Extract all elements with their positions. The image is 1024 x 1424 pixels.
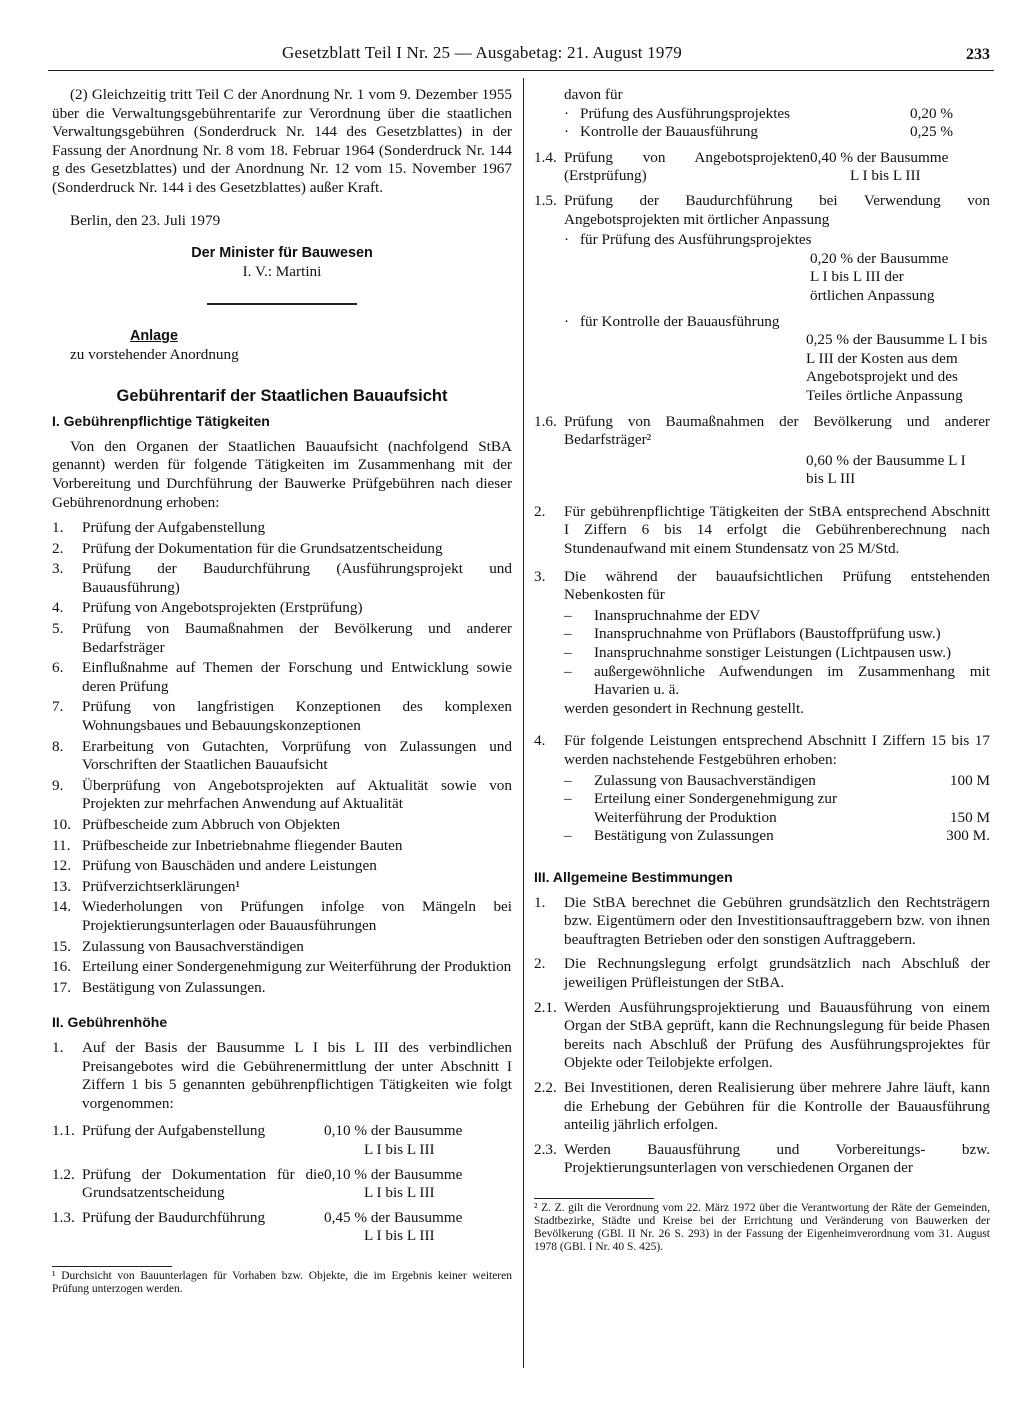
item-number: 15.	[52, 937, 71, 955]
item-number: 6.	[52, 659, 64, 677]
fee-value-sub: L I bis L III	[364, 1227, 435, 1245]
item-text: Die StBA berechnet die Gebühren grundsätzlich den Rechtsträgern bzw. Eigentümern oder den Investitionsauftraggebern bzw. von ihnen beauftragten Betrieben oder den sonstigen Auftraggebern.	[564, 893, 990, 948]
item-value: 150 M	[949, 808, 990, 826]
anlage-subtitle: zu vorstehender Anordnung	[70, 345, 239, 363]
fee-basis-paragraph	[52, 1039, 512, 1113]
davon-list	[534, 105, 990, 142]
davon-item	[564, 123, 990, 142]
item-number: 16.	[52, 958, 71, 976]
item-number: 1.	[534, 893, 546, 911]
fee-value-sub: L I bis L III	[364, 1184, 435, 1202]
paragraph-4-right	[534, 732, 990, 769]
place-date: Berlin, den 23. Juli 1979	[70, 211, 221, 229]
footnote-2: ² Z. Z. gilt die Verordnung vom 22. März 1972 über die Verantwortung der Räte der Gemeinden, Stadtbezirke, Städte und Kreise bei der Errichtung und Veränderung von Bauwerken der Bevölkerung (GBl. II Nr. 26 S. 293) in der Fassung der Eigenheimverordnung vom 31. August 1978 (GBl. I Nr. 40 S. 425).	[534, 1201, 990, 1253]
activity-list	[52, 519, 512, 997]
activity-item	[52, 659, 512, 696]
item-number: 2.2.	[534, 1078, 557, 1096]
item-text: Erteilung einer Sondergenehmigung zur Weiterführung der Produktion	[594, 790, 838, 826]
fee-value-1-6: 0,60 % der Bausumme L I bis L III	[806, 451, 966, 488]
bullet-label: Kontrolle der Bauausführung	[580, 123, 758, 141]
item-number: 4.	[534, 732, 546, 750]
fee-number: 1.3.	[52, 1208, 75, 1226]
fee-row-1-5	[534, 192, 990, 229]
item-text: Zulassung von Bausachverständigen	[82, 937, 304, 955]
item-text: Auf der Basis der Bausumme L I bis L III des verbindlichen Preisangebotes wird die Gebührenermittlung der unter Abschnitt I Ziffern 1 bis 5 genannten gebührenpflichtigen Tätigkeiten wie folgt vorgenommen:	[82, 1038, 512, 1112]
page-header	[48, 44, 994, 71]
dash-marker: –	[564, 790, 572, 808]
dash-marker: –	[564, 606, 572, 624]
item-number: 1.5.	[534, 191, 557, 209]
anlage-title-text: Anlage	[130, 328, 178, 345]
item-text: Zulassung von Bausachverständigen	[594, 771, 816, 789]
item-text: außergewöhnliche Aufwendungen im Zusammenhang mit Havarien u. ä.	[594, 662, 990, 699]
bullet-label: für Prüfung des Ausführungsprojektes	[580, 231, 812, 249]
festgebuehr-item	[564, 772, 990, 791]
fee-row-1-6	[534, 413, 990, 450]
fee-value-text: 0,10 % der Bausumme	[324, 1122, 463, 1140]
item-number: 2.3.	[534, 1140, 557, 1158]
item-number: 12.	[52, 857, 71, 875]
bullet-label: Prüfung des Ausführungsprojektes	[580, 104, 791, 122]
activity-item	[52, 777, 512, 814]
item-number: 11.	[52, 836, 71, 854]
fee-value	[810, 149, 990, 186]
nebenkosten-item	[564, 663, 990, 700]
item-text: Inanspruchnahme von Prüflabors (Baustoffprüfung usw.)	[594, 625, 941, 643]
item-text: Bestätigung von Zulassungen.	[82, 978, 266, 996]
item-text: Prüfung der Baudurchführung bei Verwendung von Angebotsprojekten mit örtlicher Anpassung	[564, 191, 990, 228]
activity-item	[52, 560, 512, 597]
fee-value-sub: L I bis L III	[364, 1140, 435, 1158]
signature	[52, 263, 512, 282]
section-2-heading: II. Gebührenhöhe	[52, 1014, 168, 1031]
dash-marker: –	[564, 644, 572, 662]
nebenkosten-item	[564, 607, 990, 626]
fee-value-sub: L I bis L III	[850, 167, 921, 185]
nebenkosten-list	[534, 607, 990, 700]
fee-label: Prüfung von Angebotsprojekten (Erstprüfung)	[564, 148, 810, 185]
davon-label: davon für	[564, 86, 623, 103]
activity-item	[52, 979, 512, 998]
fee-value-text: 0,40 % der Bausumme	[810, 148, 949, 166]
paragraph-3-end: werden gesondert in Rechnung gestellt.	[564, 699, 804, 717]
item-text: Prüfung von Angebotsprojekten (Erstprüfung)	[82, 599, 363, 617]
item-text: Wiederholungen von Prüfungen infolge von Mängeln bei Projektierungsunterlagen oder Bauausführungen	[82, 898, 512, 934]
item-text: Bestätigung von Zulassungen	[594, 827, 774, 845]
fee-label: Prüfung der Baudurchführung	[82, 1208, 266, 1226]
fee-value	[324, 1122, 512, 1159]
activity-item	[52, 519, 512, 538]
activity-item	[52, 837, 512, 856]
paragraph-3-right	[534, 568, 990, 605]
footnote-rule	[534, 1198, 654, 1199]
fee-row-1-4	[534, 149, 990, 186]
fee-row	[52, 1166, 512, 1203]
activity-item	[52, 620, 512, 657]
section-1-intro: Von den Organen der Staatlichen Bauaufsicht (nachfolgend StBA genannt) werden für folgende Tätigkeiten im Zusammenhang mit der Vorbereitung und Durchführung der Bauwerke Prüfgebühren nach dieser Gebührenordnung erhoben:	[52, 437, 512, 511]
fee-list	[52, 1122, 512, 1246]
item-text: Prüfung von Bauschäden und andere Leistungen	[82, 857, 377, 875]
item-number: 7.	[52, 698, 64, 716]
item-number: 8.	[52, 737, 64, 755]
festgebuehren-list	[534, 772, 990, 846]
item-text: Prüfbescheide zur Inbetriebnahme fliegender Bauten	[82, 836, 403, 854]
item-number: 1.	[52, 519, 64, 537]
signature-text: I. V.: Martini	[242, 262, 322, 280]
item-number: 1.	[52, 1038, 64, 1056]
bullet-value: 0,20 %	[910, 104, 954, 122]
section-1-heading: I. Gebührenpflichtige Tätigkeiten	[52, 413, 270, 430]
item-text: Prüfung von Baumaßnahmen der Bevölkerung und anderer Bedarfsträger²	[564, 412, 990, 449]
activity-item	[52, 857, 512, 876]
item-number: 17.	[52, 978, 71, 996]
item-text: Für gebührenpflichtige Tätigkeiten der StBA entsprechend Abschnitt I Ziffern 6 bis 14 erfolgt die Gebührenberechnung nach Stundenaufwand mit einem Stundensatz von 25 M/Std.	[564, 502, 990, 558]
nebenkosten-item	[564, 644, 990, 663]
activity-item	[52, 698, 512, 735]
activity-item	[52, 599, 512, 618]
nebenkosten-item	[564, 625, 990, 644]
item-text: Werden Ausführungsprojektierung und Bauausführung von einem Organ der StBA geprüft, kann die Rechnungslegung für beide Phasen bereits nach Abschluß der Prüfung des Ausführungsprojektes für Objekte oder Teilobjekte erfolgen.	[564, 998, 990, 1072]
item-number: 2.1.	[534, 998, 557, 1016]
item-number: 9.	[52, 776, 64, 794]
dash-marker: –	[564, 625, 572, 643]
item-text: Inanspruchnahme der EDV	[594, 606, 761, 624]
paragraph-2: (2) Gleichzeitig tritt Teil C der Anordnung Nr. 1 vom 9. Dezember 1955 über die Verwaltungsgebührentarife zur Verordnung über die staatlichen Verwaltungsgebühren (Sonderdruck Nr. 144 des Gesetzblattes) in der Fassung der Anordnung Nr. 8 vom 18. Februar 1964 (Sonderdruck Nr. 144 g des Gesetzblattes) und der Anordnung Nr. 12 vom 15. November 1967 (Sonderdruck Nr. 144 i des Gesetzblattes) außer Kraft.	[52, 86, 512, 196]
fee-value-text: 0,10 % der Bausumme	[324, 1165, 463, 1183]
section-3-heading: III. Allgemeine Bestimmungen	[534, 868, 733, 885]
bullet-label: für Kontrolle der Bauausführung	[580, 312, 780, 330]
item-text: Prüfverzichtserklärungen¹	[82, 877, 241, 895]
item-text: Für folgende Leistungen entsprechend Abschnitt I Ziffern 15 bis 17 werden nachstehende Festgebühren erhoben:	[564, 732, 990, 768]
bullet-dot: ·	[564, 104, 570, 122]
festgebuehr-item	[564, 790, 990, 827]
item-text: Erteilung einer Sondergenehmigung zur Weiterführung der Produktion	[82, 958, 512, 976]
item-number: 3.	[52, 560, 64, 578]
activity-item	[52, 938, 512, 957]
activity-item	[52, 878, 512, 897]
item-text: Prüfung der Dokumentation für die Grundsatzentscheidung	[82, 539, 443, 557]
footnote-rule	[52, 1266, 172, 1267]
item-text: Prüfung von Baumaßnahmen der Bevölkerung und anderer Bedarfsträger	[82, 620, 512, 656]
item-number: 14.	[52, 898, 71, 916]
bullet-dot: ·	[564, 123, 570, 141]
item-text: Prüfung von langfristigen Konzeptionen des komplexen Wohnungsbaues und Bebauungskonzeptionen	[82, 698, 512, 735]
item-text: Die Rechnungslegung erfolgt grundsätzlich nach Abschluß der jeweiligen Prüfleistungen der StBA.	[564, 955, 990, 991]
item-text: Werden Bauausführung und Vorbereitungs- bzw. Projektierungsunterlagen von verschiedenen Organen der	[564, 1140, 990, 1177]
column-divider	[523, 78, 524, 1368]
right-column	[534, 86, 990, 1254]
item-number: 5.	[52, 620, 64, 638]
fee-value	[324, 1209, 512, 1246]
item-value: 100 M	[949, 771, 990, 789]
fee-label: Prüfung der Dokumentation für die Grundsatzentscheidung	[82, 1165, 324, 1202]
activity-item	[52, 958, 512, 977]
item-number: 2.	[534, 502, 546, 520]
provision-item	[534, 1079, 990, 1135]
item-text: Inanspruchnahme sonstiger Leistungen (Lichtpausen usw.)	[594, 644, 952, 662]
fee-value-1-5-b: 0,25 % der Bausumme L I bis L III der Kosten aus dem Angebotsprojekt und des Teiles örtliche Anpassung	[806, 331, 988, 404]
dash-marker: –	[564, 662, 572, 680]
fee-value-1-5-a: 0,20 % der Bausumme L I bis L III der örtlichen Anpassung	[810, 249, 949, 304]
item-text: Prüfung der Aufgabenstellung	[82, 519, 266, 537]
item-value: 300 M.	[946, 827, 990, 845]
activity-item	[52, 898, 512, 935]
left-column	[52, 86, 512, 1296]
item-text: Überprüfung von Angebotsprojekten auf Aktualität sowie von Projekten zur mehrfachen Anwendung auf Aktualität	[82, 776, 512, 813]
bullet-dot: ·	[564, 312, 570, 330]
general-provisions-list	[534, 894, 990, 1178]
bullet-dot: ·	[564, 231, 570, 249]
fee-row	[52, 1122, 512, 1159]
item-text: Prüfung der Baudurchführung (Ausführungsprojekt und Bauausführung)	[82, 560, 512, 596]
item-text: Die während der bauaufsichtlichen Prüfung entstehenden Nebenkosten für	[564, 567, 990, 604]
item-number: 1.6.	[534, 412, 557, 430]
fee-row	[52, 1209, 512, 1246]
provision-item	[534, 955, 990, 992]
provision-item	[534, 999, 990, 1073]
davon-item	[564, 105, 990, 124]
footnote-1: ¹ Durchsicht von Bauunterlagen für Vorhaben bzw. Objekte, die im Ergebnis keiner weiteren Prüfung unterzogen werden.	[52, 1269, 512, 1295]
item-text: Erarbeitung von Gutachten, Vorprüfung von Zulassungen und Vorschriften der Staatlichen Bauaufsicht	[82, 737, 512, 774]
bullet-value: 0,25 %	[910, 123, 954, 141]
fee-value	[324, 1166, 512, 1203]
fee-number: 1.2.	[52, 1165, 75, 1183]
paragraph-2-right	[534, 503, 990, 559]
activity-item	[52, 738, 512, 775]
item-text: Prüfbescheide zum Abbruch von Objekten	[82, 816, 341, 833]
main-heading: Gebührentarif der Staatlichen Bauaufsicht	[116, 386, 448, 405]
item-number: 2.	[534, 955, 546, 973]
page-number: 233	[966, 46, 990, 63]
festgebuehr-item	[564, 827, 990, 846]
fee-number: 1.4.	[534, 148, 557, 166]
provision-item	[534, 1141, 990, 1178]
fee-value-text: 0,45 % der Bausumme	[324, 1208, 463, 1226]
item-text: Bei Investitionen, deren Realisierung über mehrere Jahre läuft, kann die Erhebung der Gebühren für die Kontrolle der Bauausführung anteilig jährlich erfolgen.	[564, 1078, 990, 1134]
anlage-title	[52, 327, 512, 346]
bullet-1-5-b	[534, 313, 990, 332]
dash-marker: –	[564, 771, 572, 789]
item-number: 4.	[52, 599, 64, 617]
activity-item	[52, 540, 512, 559]
header-title: Gesetzblatt Teil I Nr. 25 — Ausgabetag: 21. August 1979	[282, 43, 682, 62]
provision-item	[534, 894, 990, 950]
dash-marker: –	[564, 827, 572, 845]
fee-number: 1.1.	[52, 1122, 75, 1140]
item-number: 3.	[534, 567, 546, 585]
item-number: 13.	[52, 877, 71, 895]
item-number: 10.	[52, 816, 71, 833]
bullet-1-5-a	[534, 231, 990, 250]
fee-label: Prüfung der Aufgabenstellung	[82, 1122, 266, 1140]
item-number: 2.	[52, 539, 64, 557]
item-text: Einflußnahme auf Themen der Forschung und Entwicklung sowie deren Prüfung	[82, 659, 512, 695]
minister-title: Der Minister für Bauwesen	[191, 245, 373, 262]
activity-item	[52, 816, 512, 835]
